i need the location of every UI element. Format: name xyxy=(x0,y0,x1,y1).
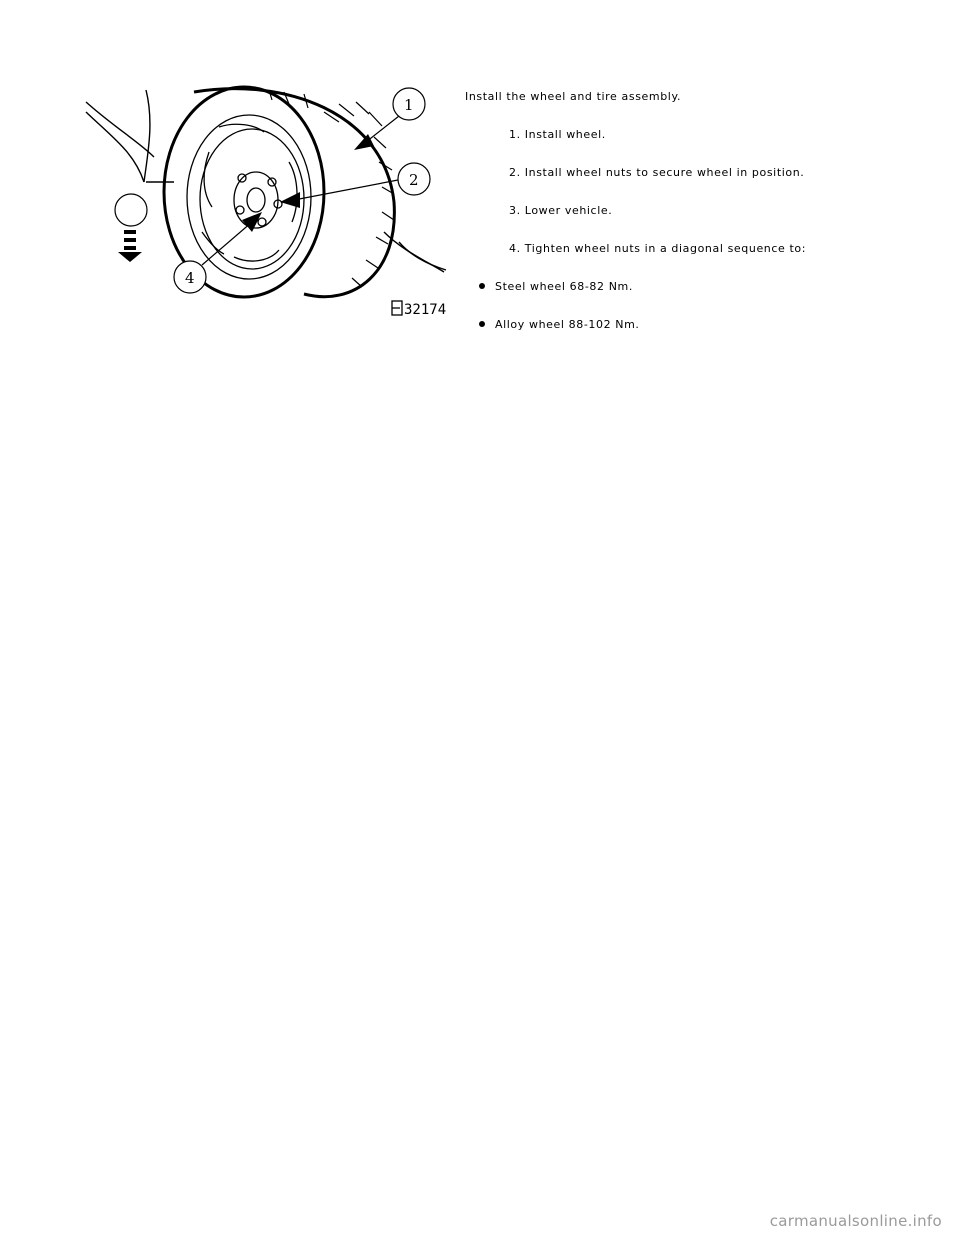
watermark: carmanualsonline.info xyxy=(769,1212,942,1230)
wheel-installation-illustration xyxy=(84,82,456,322)
bullet-dot xyxy=(479,321,485,327)
bullet-steel-wheel xyxy=(479,280,633,293)
step-1: 1. Install wheel. xyxy=(509,128,606,141)
step-2: 2. Install wheel nuts to secure wheel in position. xyxy=(509,166,805,179)
bullet-steel-wheel-text: Steel wheel 68-82 Nm. xyxy=(495,280,633,293)
step-3: 3. Lower vehicle. xyxy=(509,204,613,217)
bullet-alloy-wheel xyxy=(479,318,640,331)
callout-1 xyxy=(354,88,425,150)
callout-4-label: 4 xyxy=(185,269,195,287)
step-4: 4. Tighten wheel nuts in a diagonal sequence to: xyxy=(509,242,807,255)
callout-2-label: 2 xyxy=(409,171,419,189)
intro-text: Install the wheel and tire assembly. xyxy=(465,90,682,103)
callout-1-label: 1 xyxy=(404,96,414,114)
bullet-dot xyxy=(479,283,485,289)
figure-id xyxy=(392,301,446,318)
bullet-alloy-wheel-text: Alloy wheel 88-102 Nm. xyxy=(495,318,640,331)
figure-id-label: 32174 xyxy=(404,302,447,318)
lower-vehicle-icon xyxy=(115,194,147,262)
